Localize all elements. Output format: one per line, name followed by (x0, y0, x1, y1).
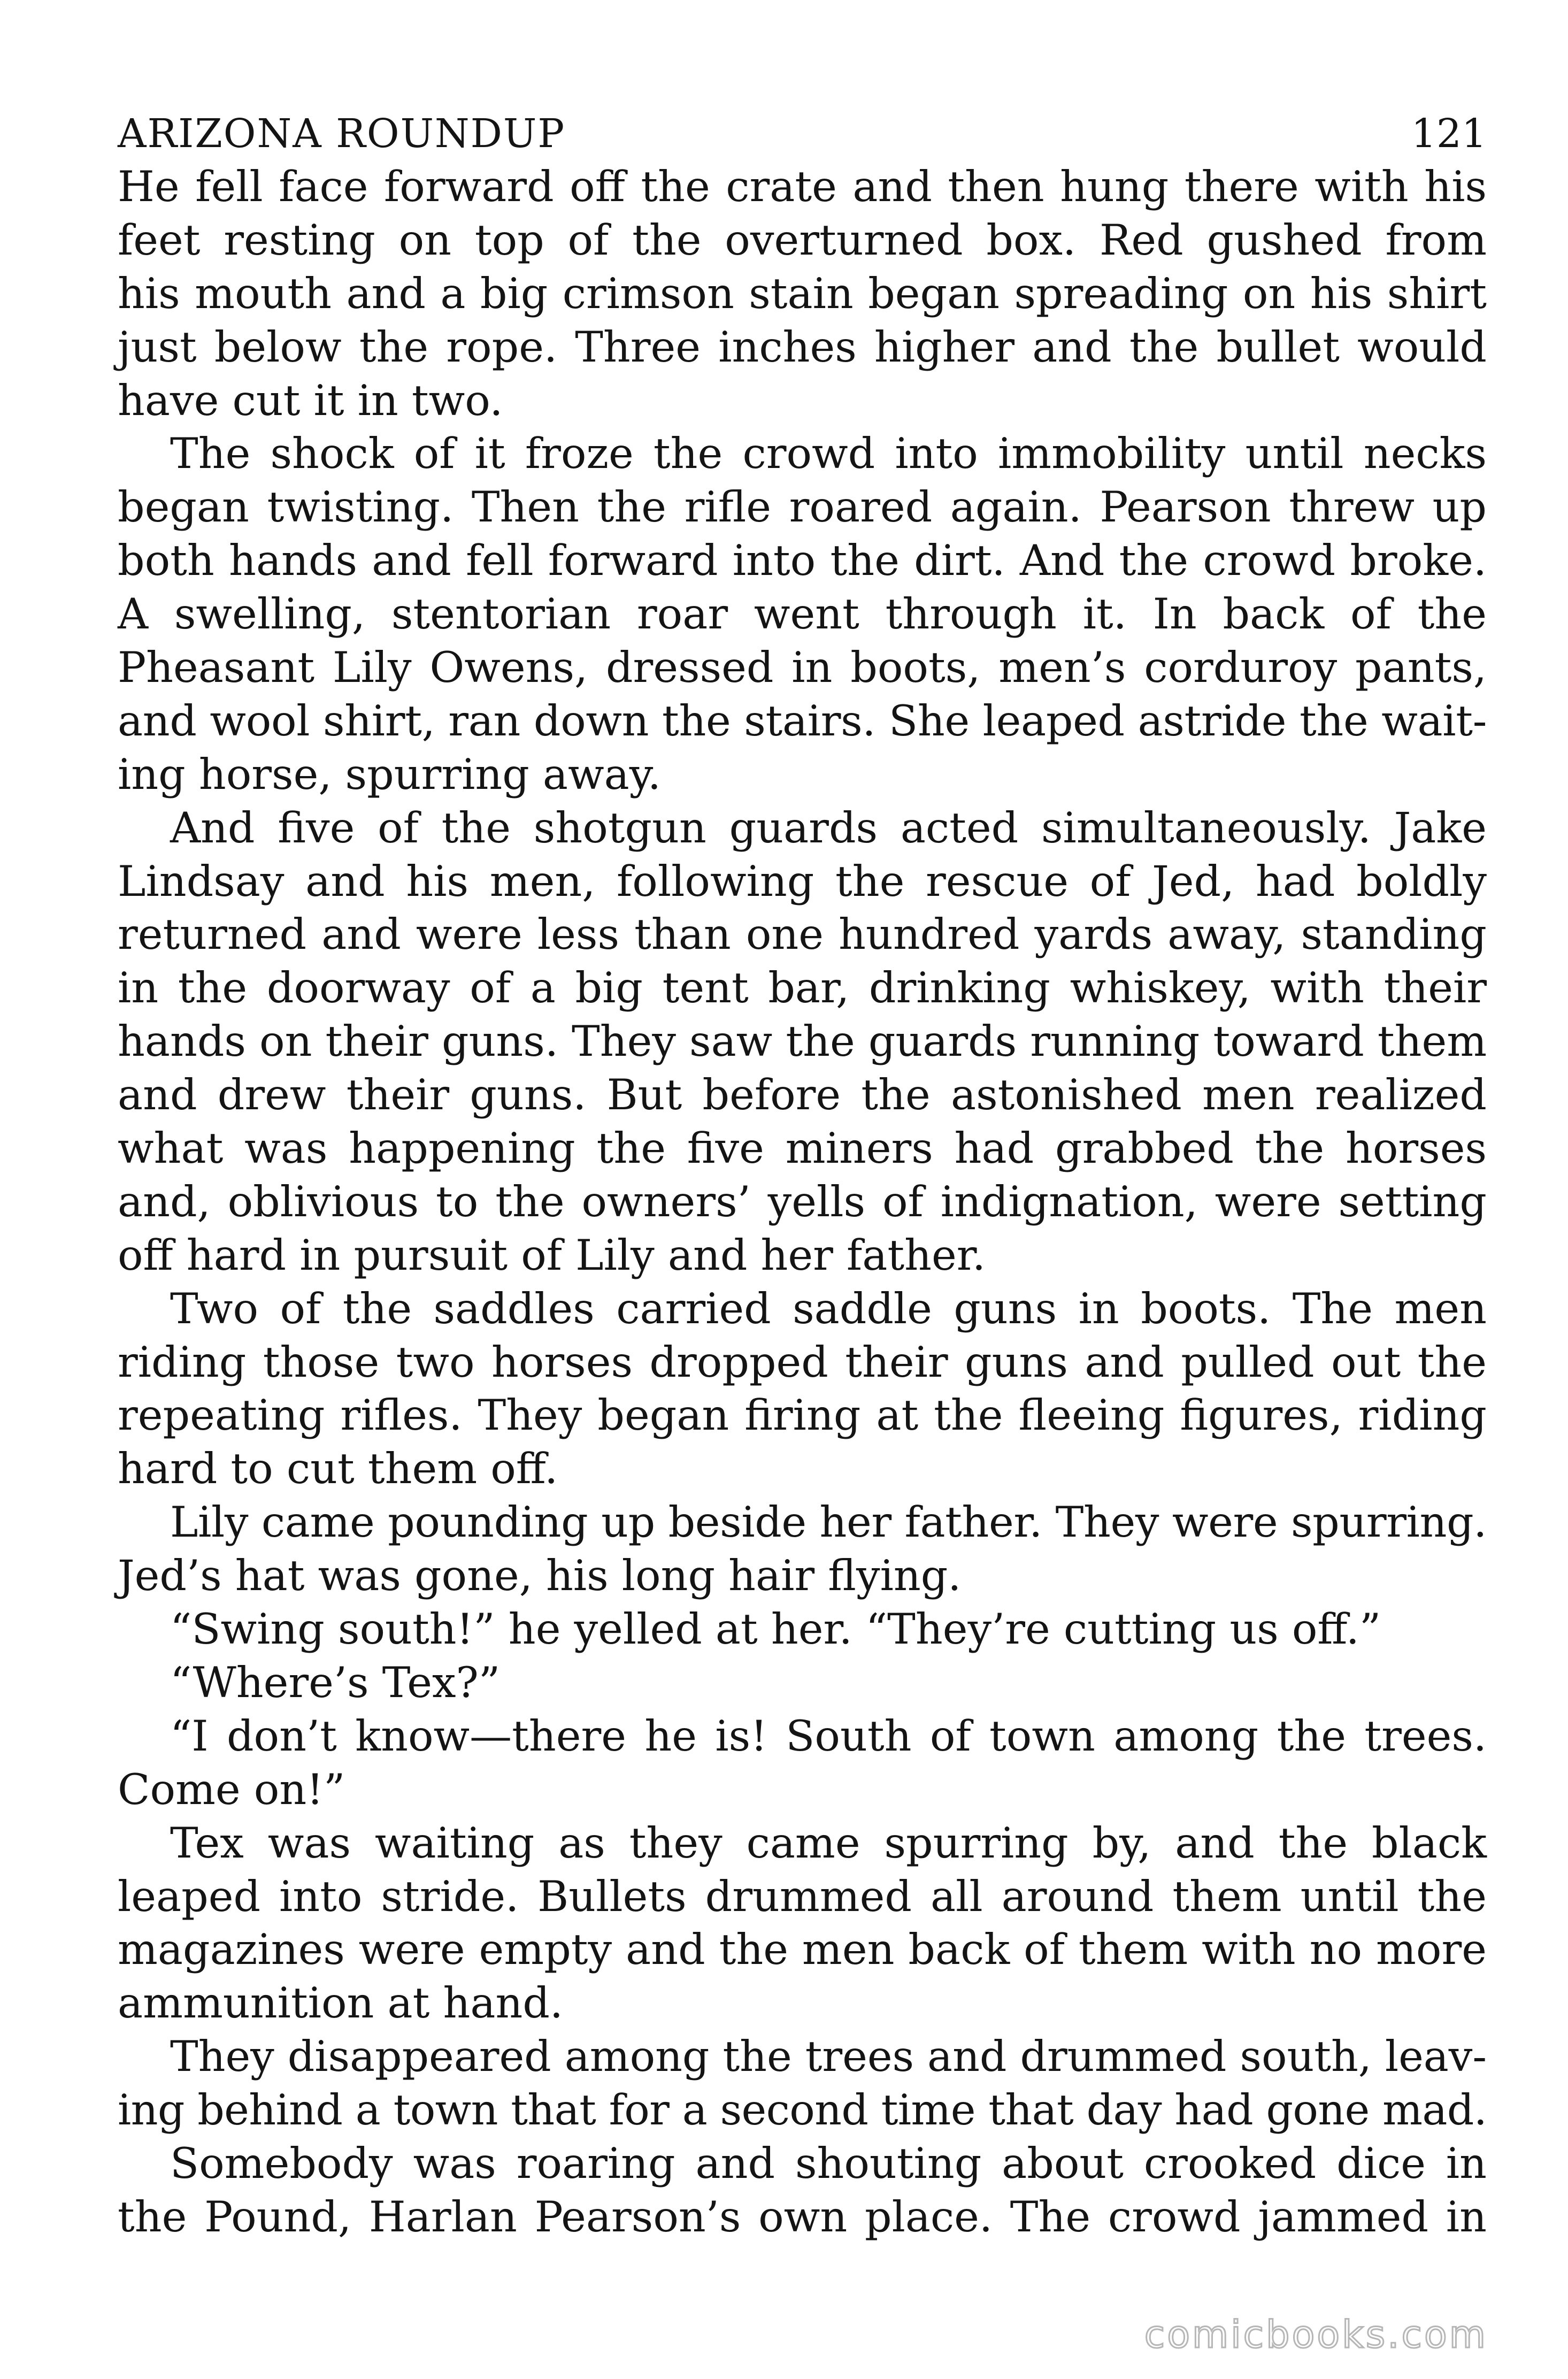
text-line: “I don’t know—there he is! South of town among the trees. (170, 1711, 1487, 1761)
text-line: Pheasant Lily Owens, dressed in boots, men’s corduroy pants, (118, 643, 1487, 693)
text-line: “Where’s Tex?” (170, 1657, 501, 1707)
text-line: Jed’s hat was gone, his long hair flying. (118, 1551, 962, 1601)
text-line: both hands and fell forward into the dirt. And the crowd broke. (118, 536, 1487, 586)
text-line: magazines were empty and the men back of them with no more (118, 1925, 1487, 1975)
text-line: returned and were less than one hundred yards away, standing (118, 910, 1487, 960)
text-line: just below the rope. Three inches higher and the bullet would (118, 322, 1487, 372)
text-line: the Pound, Harlan Pearson’s own place. The crowd jammed in (118, 2192, 1487, 2242)
text-line: feet resting on top of the overturned box. Red gushed from (118, 215, 1487, 265)
text-line: Two of the saddles carried saddle guns in boots. The men (170, 1284, 1487, 1333)
text-line: and drew their guns. But before the astonished men realized (118, 1070, 1487, 1120)
body-text (118, 160, 1487, 2244)
text-line: “Swing south!” he yelled at her. “They’re cutting us off.” (170, 1605, 1381, 1654)
text-line: ammunition at hand. (118, 1978, 564, 2028)
text-line: his mouth and a big crimson stain began spreading on his shirt (118, 268, 1487, 318)
text-line: have cut it in two. (118, 375, 503, 425)
text-line: Lindsay and his men, following the rescue of Jed, had boldly (118, 856, 1487, 906)
text-line: and, oblivious to the owners’ yells of indignation, were setting (118, 1177, 1487, 1226)
text-line: He fell face forward off the crate and then hung there with his (118, 162, 1487, 211)
text-line: repeating rifles. They began firing at the fleeing figures, riding (118, 1391, 1487, 1440)
text-line: riding those two horses dropped their guns and pulled out the (118, 1337, 1487, 1387)
text-line: off hard in pursuit of Lily and her father. (118, 1230, 986, 1280)
text-line: A swelling, stentorian roar went through it. In back of the (118, 589, 1487, 639)
text-line: began twisting. Then the rifle roared again. Pearson threw up (118, 482, 1487, 532)
running-head (118, 107, 1487, 160)
text-line: and wool shirt, ran down the stairs. She leaped astride the wait- (118, 696, 1487, 746)
text-line: Come on!” (118, 1764, 345, 1814)
text-line: leaped into stride. Bullets drummed all around them until the (118, 1871, 1487, 1921)
page-number: 121 (1411, 111, 1487, 157)
book-page (118, 107, 1487, 2289)
text-line: hands on their guns. They saw the guards running toward them (118, 1017, 1487, 1066)
running-head-title: ARIZONA ROUNDUP (118, 111, 566, 157)
text-line: hard to cut them off. (118, 1444, 558, 1494)
text-line: Lily came pounding up beside her father. They were spurring. (170, 1498, 1487, 1547)
text-line: ing horse, spurring away. (118, 749, 661, 799)
text-line: And five of the shotgun guards acted simultaneously. Jake (170, 803, 1487, 853)
text-line: ing behind a town that for a second time that day had gone mad. (118, 2085, 1487, 2135)
text-line: what was happening the five miners had grabbed the horses (118, 1124, 1487, 1173)
text-line: Tex was waiting as they came spurring by, and the black (170, 1818, 1487, 1868)
text-line: They disappeared among the trees and drummed south, leav- (170, 2032, 1487, 2082)
text-line: The shock of it froze the crowd into immobility until necks (170, 429, 1487, 479)
text-line: Somebody was roaring and shouting about crooked dice in (170, 2138, 1487, 2188)
watermark: comicbooks.com (1144, 2313, 1488, 2357)
text-line: in the doorway of a big tent bar, drinking whiskey, with their (118, 963, 1487, 1013)
